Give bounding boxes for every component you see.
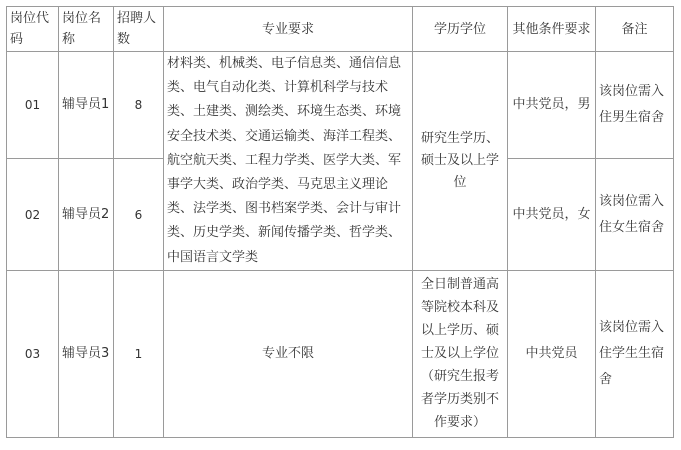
header-position-code: 岗位代码 [7,7,59,52]
remark-cell: 该岗位需入住女生宿舍 [596,159,674,270]
table-row [7,270,674,437]
header-degree: 学历学位 [413,7,508,52]
position-name-cell: 辅导员2 [59,159,114,270]
recruitment-table [6,6,674,438]
other-condition-cell: 中共党员，男 [508,52,596,159]
table-header-row [7,7,674,52]
position-code-cell: 02 [7,159,59,270]
header-other-conditions: 其他条件要求 [508,7,596,52]
headcount-cell: 8 [114,52,164,159]
other-condition-cell: 中共党员，女 [508,159,596,270]
remark-cell: 该岗位需入住男生宿舍 [596,52,674,159]
position-name-cell: 辅导员1 [59,52,114,159]
position-code-cell: 03 [7,270,59,437]
headcount-cell: 1 [114,270,164,437]
degree-requirement-cell: 研究生学历、硕士及以上学位 [413,52,508,271]
position-name-cell: 辅导员3 [59,270,114,437]
header-headcount: 招聘人数 [114,7,164,52]
header-major: 专业要求 [164,7,413,52]
major-requirement-cell: 专业不限 [164,270,413,437]
major-requirement-cell: 材料类、机械类、电子信息类、通信信息类、电气自动化类、计算机科学与技术类、土建类、测绘类、环境生态类、环境安全技术类、交通运输类、海洋工程类、航空航天类、工程力学类、医学大类、军事学大类、政治学类、马克思主义理论类、法学类、图书档案学类、会计与审计类、历史学类、新闻传播学类、哲学类、中国语言文学类 [164,52,413,271]
other-condition-cell: 中共党员 [508,270,596,437]
table-row [7,52,674,159]
remark-cell: 该岗位需入住学生生宿舍 [596,270,674,437]
header-remark: 备注 [596,7,674,52]
degree-requirement-cell: 全日制普通高等院校本科及以上学历、硕士及以上学位（研究生报考者学历类别不作要求） [413,270,508,437]
header-position-name: 岗位名称 [59,7,114,52]
position-code-cell: 01 [7,52,59,159]
headcount-cell: 6 [114,159,164,270]
